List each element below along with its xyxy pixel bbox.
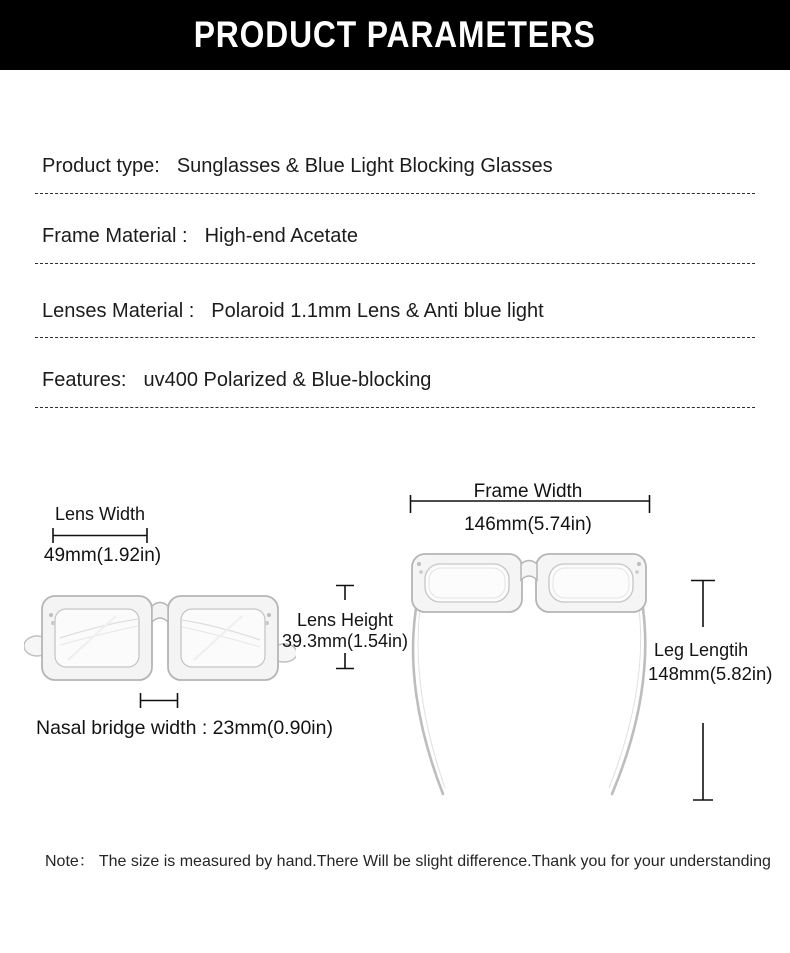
frame-width-ruler-icon — [409, 494, 651, 514]
dashed-divider — [35, 193, 755, 194]
spec-label: Features: — [42, 369, 127, 391]
lens-height-top-tick-icon — [334, 584, 356, 600]
lens-height-value: 39.3mm(1.54in) — [281, 631, 409, 651]
leg-length-top-tick-icon — [689, 579, 717, 627]
spec-row-lenses-material — [42, 300, 544, 323]
page-title: PRODUCT PARAMETERS — [193, 14, 597, 55]
spec-value: Sunglasses & Blue Light Blocking Glasses — [176, 155, 553, 177]
dashed-divider — [35, 263, 755, 264]
frame-width-value: 146mm(5.74in) — [464, 514, 592, 535]
spec-row-features — [42, 369, 431, 392]
frame-width-label: Frame Width — [473, 481, 583, 502]
leg-length-value: 148mm(5.82in) — [648, 663, 773, 684]
note-prefix: Note： — [45, 853, 95, 870]
dashed-divider — [35, 337, 755, 338]
spec-label: Lenses Material : — [42, 300, 195, 322]
lens-height-label: Lens Height — [296, 610, 394, 630]
lens-height-bottom-tick-icon — [334, 653, 356, 671]
nasal-bridge-ruler-icon — [139, 692, 179, 709]
spec-label: Frame Material : — [42, 225, 188, 247]
measurement-note — [45, 848, 771, 871]
nasal-bridge-width-text: Nasal bridge width : 23mm(0.90in) — [36, 717, 333, 739]
spec-label: Product type: — [42, 155, 160, 177]
glasses-top-view-illustration — [403, 550, 655, 802]
note-text: The size is measured by hand.There Will be slight difference.Thank you for your understanding — [98, 853, 771, 870]
leg-length-label: Leg Lengtih — [654, 640, 749, 660]
lens-width-label: Lens Width — [54, 504, 146, 524]
lens-width-value: 49mm(1.92in) — [43, 545, 162, 566]
lens-width-ruler-icon — [52, 527, 148, 544]
dashed-divider — [35, 407, 755, 408]
leg-length-bottom-tick-icon — [689, 723, 717, 803]
spec-row-product-type — [42, 155, 553, 178]
spec-value: High-end Acetate — [204, 225, 359, 247]
spec-row-frame-material — [42, 225, 358, 248]
spec-value: Polaroid 1.1mm Lens & Anti blue light — [211, 300, 544, 322]
glasses-front-view-illustration — [24, 590, 296, 686]
spec-value: uv400 Polarized & Blue-blocking — [143, 369, 432, 391]
header-banner — [0, 0, 790, 70]
